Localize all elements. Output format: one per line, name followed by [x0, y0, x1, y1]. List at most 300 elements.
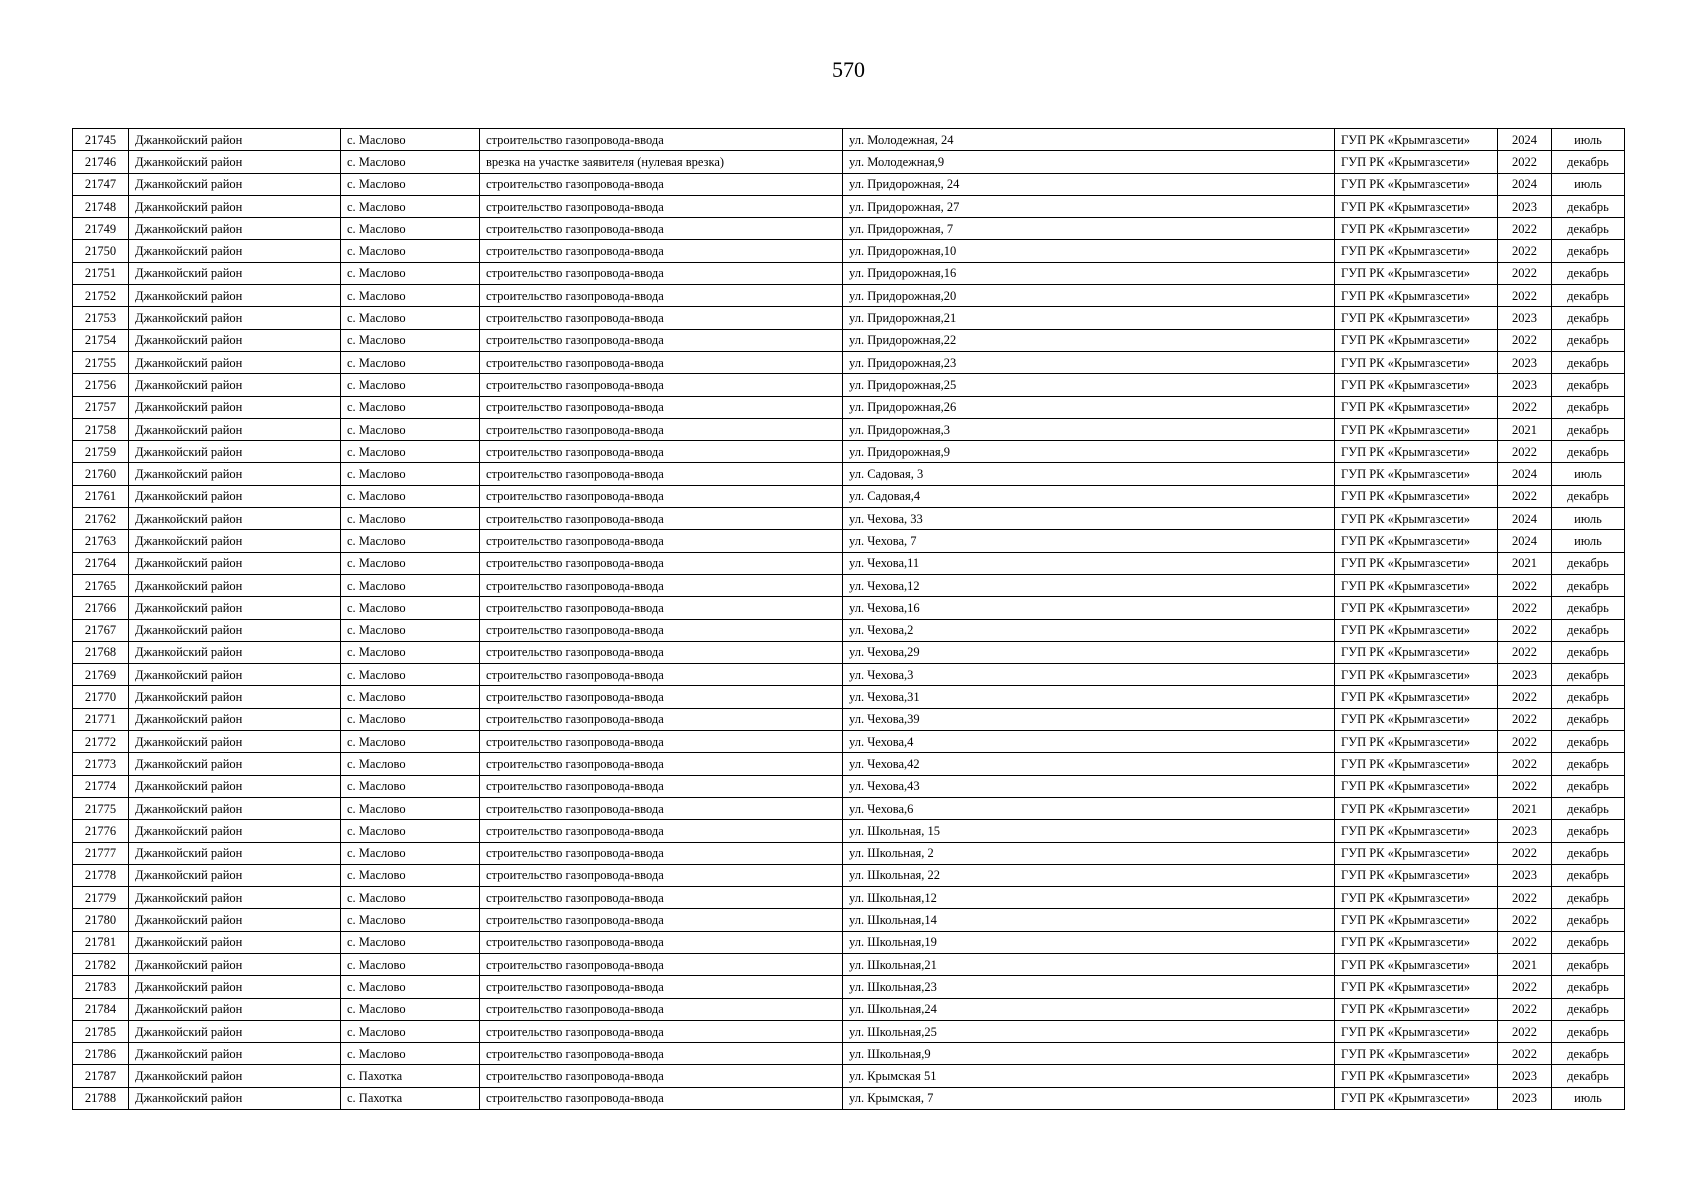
settlement-cell: с. Маслово — [341, 396, 480, 418]
work-type-cell: строительство газопровода-ввода — [480, 597, 843, 619]
row-number-cell: 21773 — [73, 753, 129, 775]
row-number-cell: 21772 — [73, 731, 129, 753]
row-number-cell: 21785 — [73, 1020, 129, 1042]
row-number-cell: 21781 — [73, 931, 129, 953]
table-row — [73, 463, 1625, 485]
row-number-cell: 21779 — [73, 887, 129, 909]
year-cell: 2021 — [1498, 418, 1552, 440]
month-cell: декабрь — [1552, 195, 1625, 217]
address-cell: ул. Крымская, 7 — [843, 1087, 1335, 1109]
address-cell: ул. Чехова,43 — [843, 775, 1335, 797]
month-cell: декабрь — [1552, 887, 1625, 909]
district-cell: Джанкойский район — [129, 842, 341, 864]
year-cell: 2023 — [1498, 351, 1552, 373]
address-cell: ул. Придорожная,22 — [843, 329, 1335, 351]
work-type-cell: строительство газопровода-ввода — [480, 731, 843, 753]
district-cell: Джанкойский район — [129, 396, 341, 418]
address-cell: ул. Садовая,4 — [843, 485, 1335, 507]
month-cell: декабрь — [1552, 864, 1625, 886]
year-cell: 2022 — [1498, 976, 1552, 998]
district-cell: Джанкойский район — [129, 374, 341, 396]
month-cell: декабрь — [1552, 664, 1625, 686]
work-type-cell: строительство газопровода-ввода — [480, 864, 843, 886]
year-cell: 2022 — [1498, 686, 1552, 708]
work-type-cell: строительство газопровода-ввода — [480, 485, 843, 507]
row-number-cell: 21765 — [73, 574, 129, 596]
row-number-cell: 21774 — [73, 775, 129, 797]
year-cell: 2022 — [1498, 731, 1552, 753]
operator-cell: ГУП РК «Крымгазсети» — [1335, 1065, 1498, 1087]
table-row — [73, 195, 1625, 217]
address-cell: ул. Школьная, 2 — [843, 842, 1335, 864]
table-row — [73, 530, 1625, 552]
operator-cell: ГУП РК «Крымгазсети» — [1335, 686, 1498, 708]
work-type-cell: строительство газопровода-ввода — [480, 463, 843, 485]
row-number-cell: 21778 — [73, 864, 129, 886]
work-type-cell: строительство газопровода-ввода — [480, 842, 843, 864]
row-number-cell: 21776 — [73, 820, 129, 842]
address-cell: ул. Придорожная,23 — [843, 351, 1335, 373]
district-cell: Джанкойский район — [129, 240, 341, 262]
operator-cell: ГУП РК «Крымгазсети» — [1335, 842, 1498, 864]
row-number-cell: 21758 — [73, 418, 129, 440]
month-cell: декабрь — [1552, 619, 1625, 641]
operator-cell: ГУП РК «Крымгазсети» — [1335, 1020, 1498, 1042]
work-type-cell: строительство газопровода-ввода — [480, 1065, 843, 1087]
settlement-cell: с. Маслово — [341, 374, 480, 396]
district-cell: Джанкойский район — [129, 218, 341, 240]
month-cell: июль — [1552, 129, 1625, 151]
table-row — [73, 129, 1625, 151]
work-type-cell: строительство газопровода-ввода — [480, 664, 843, 686]
row-number-cell: 21767 — [73, 619, 129, 641]
operator-cell: ГУП РК «Крымгазсети» — [1335, 664, 1498, 686]
month-cell: декабрь — [1552, 485, 1625, 507]
table-row — [73, 329, 1625, 351]
table-row — [73, 976, 1625, 998]
row-number-cell: 21761 — [73, 485, 129, 507]
page-number: 570 — [832, 57, 865, 82]
operator-cell: ГУП РК «Крымгазсети» — [1335, 976, 1498, 998]
address-cell: ул. Школьная,25 — [843, 1020, 1335, 1042]
operator-cell: ГУП РК «Крымгазсети» — [1335, 864, 1498, 886]
settlement-cell: с. Маслово — [341, 151, 480, 173]
table-row — [73, 953, 1625, 975]
district-cell: Джанкойский район — [129, 820, 341, 842]
address-cell: ул. Придорожная,3 — [843, 418, 1335, 440]
settlement-cell: с. Маслово — [341, 1020, 480, 1042]
month-cell: июль — [1552, 463, 1625, 485]
work-type-cell: строительство газопровода-ввода — [480, 329, 843, 351]
address-cell: ул. Чехова,39 — [843, 708, 1335, 730]
settlement-cell: с. Маслово — [341, 1043, 480, 1065]
address-cell: ул. Крымская 51 — [843, 1065, 1335, 1087]
address-cell: ул. Садовая, 3 — [843, 463, 1335, 485]
row-number-cell: 21749 — [73, 218, 129, 240]
settlement-cell: с. Маслово — [341, 931, 480, 953]
operator-cell: ГУП РК «Крымгазсети» — [1335, 953, 1498, 975]
operator-cell: ГУП РК «Крымгазсети» — [1335, 441, 1498, 463]
table-row — [73, 374, 1625, 396]
row-number-cell: 21746 — [73, 151, 129, 173]
address-cell: ул. Придорожная,16 — [843, 262, 1335, 284]
month-cell: декабрь — [1552, 641, 1625, 663]
row-number-cell: 21777 — [73, 842, 129, 864]
settlement-cell: с. Маслово — [341, 597, 480, 619]
work-type-cell: строительство газопровода-ввода — [480, 262, 843, 284]
district-cell: Джанкойский район — [129, 797, 341, 819]
table-row — [73, 1043, 1625, 1065]
work-type-cell: строительство газопровода-ввода — [480, 820, 843, 842]
settlement-cell: с. Пахотка — [341, 1087, 480, 1109]
month-cell: декабрь — [1552, 909, 1625, 931]
work-type-cell: строительство газопровода-ввода — [480, 931, 843, 953]
settlement-cell: с. Маслово — [341, 976, 480, 998]
year-cell: 2022 — [1498, 262, 1552, 284]
address-cell: ул. Чехова,11 — [843, 552, 1335, 574]
operator-cell: ГУП РК «Крымгазсети» — [1335, 374, 1498, 396]
year-cell: 2021 — [1498, 953, 1552, 975]
row-number-cell: 21769 — [73, 664, 129, 686]
operator-cell: ГУП РК «Крымгазсети» — [1335, 552, 1498, 574]
month-cell: декабрь — [1552, 151, 1625, 173]
operator-cell: ГУП РК «Крымгазсети» — [1335, 173, 1498, 195]
district-cell: Джанкойский район — [129, 686, 341, 708]
table-row — [73, 1020, 1625, 1042]
operator-cell: ГУП РК «Крымгазсети» — [1335, 307, 1498, 329]
address-cell: ул. Чехова,4 — [843, 731, 1335, 753]
year-cell: 2022 — [1498, 485, 1552, 507]
year-cell: 2022 — [1498, 842, 1552, 864]
operator-cell: ГУП РК «Крымгазсети» — [1335, 240, 1498, 262]
row-number-cell: 21763 — [73, 530, 129, 552]
table-row — [73, 418, 1625, 440]
row-number-cell: 21759 — [73, 441, 129, 463]
row-number-cell: 21770 — [73, 686, 129, 708]
work-type-cell: строительство газопровода-ввода — [480, 686, 843, 708]
operator-cell: ГУП РК «Крымгазсети» — [1335, 731, 1498, 753]
year-cell: 2022 — [1498, 218, 1552, 240]
table-row — [73, 664, 1625, 686]
work-type-cell: строительство газопровода-ввода — [480, 1043, 843, 1065]
address-cell: ул. Чехова,42 — [843, 753, 1335, 775]
table-row — [73, 218, 1625, 240]
month-cell: июль — [1552, 508, 1625, 530]
year-cell: 2024 — [1498, 173, 1552, 195]
settlement-cell: с. Маслово — [341, 173, 480, 195]
settlement-cell: с. Маслово — [341, 708, 480, 730]
table-row — [73, 686, 1625, 708]
month-cell: декабрь — [1552, 396, 1625, 418]
table-row — [73, 864, 1625, 886]
operator-cell: ГУП РК «Крымгазсети» — [1335, 1043, 1498, 1065]
month-cell: декабрь — [1552, 552, 1625, 574]
year-cell: 2022 — [1498, 909, 1552, 931]
month-cell: декабрь — [1552, 1020, 1625, 1042]
table-row — [73, 307, 1625, 329]
work-type-cell: строительство газопровода-ввода — [480, 953, 843, 975]
settlement-cell: с. Маслово — [341, 753, 480, 775]
operator-cell: ГУП РК «Крымгазсети» — [1335, 998, 1498, 1020]
row-number-cell: 21750 — [73, 240, 129, 262]
year-cell: 2022 — [1498, 1043, 1552, 1065]
district-cell: Джанкойский район — [129, 1043, 341, 1065]
settlement-cell: с. Маслово — [341, 195, 480, 217]
settlement-cell: с. Маслово — [341, 664, 480, 686]
year-cell: 2023 — [1498, 374, 1552, 396]
work-type-cell: строительство газопровода-ввода — [480, 708, 843, 730]
operator-cell: ГУП РК «Крымгазсети» — [1335, 218, 1498, 240]
year-cell: 2022 — [1498, 574, 1552, 596]
settlement-cell: с. Маслово — [341, 864, 480, 886]
district-cell: Джанкойский район — [129, 708, 341, 730]
year-cell: 2023 — [1498, 864, 1552, 886]
settlement-cell: с. Маслово — [341, 775, 480, 797]
work-type-cell: строительство газопровода-ввода — [480, 619, 843, 641]
operator-cell: ГУП РК «Крымгазсети» — [1335, 820, 1498, 842]
work-type-cell: строительство газопровода-ввода — [480, 998, 843, 1020]
district-cell: Джанкойский район — [129, 641, 341, 663]
operator-cell: ГУП РК «Крымгазсети» — [1335, 775, 1498, 797]
operator-cell: ГУП РК «Крымгазсети» — [1335, 597, 1498, 619]
work-type-cell: строительство газопровода-ввода — [480, 552, 843, 574]
year-cell: 2022 — [1498, 151, 1552, 173]
address-cell: ул. Чехова, 7 — [843, 530, 1335, 552]
table-body — [73, 129, 1625, 1110]
month-cell: декабрь — [1552, 998, 1625, 1020]
month-cell: декабрь — [1552, 753, 1625, 775]
operator-cell: ГУП РК «Крымгазсети» — [1335, 396, 1498, 418]
settlement-cell: с. Маслово — [341, 485, 480, 507]
table-row — [73, 574, 1625, 596]
month-cell: декабрь — [1552, 931, 1625, 953]
table-row — [73, 619, 1625, 641]
district-cell: Джанкойский район — [129, 1065, 341, 1087]
row-number-cell: 21780 — [73, 909, 129, 931]
district-cell: Джанкойский район — [129, 285, 341, 307]
address-cell: ул. Придорожная, 27 — [843, 195, 1335, 217]
table-row — [73, 820, 1625, 842]
address-cell: ул. Школьная,21 — [843, 953, 1335, 975]
district-cell: Джанкойский район — [129, 307, 341, 329]
table-row — [73, 731, 1625, 753]
settlement-cell: с. Маслово — [341, 731, 480, 753]
month-cell: декабрь — [1552, 307, 1625, 329]
month-cell: июль — [1552, 530, 1625, 552]
settlement-cell: с. Маслово — [341, 508, 480, 530]
month-cell: декабрь — [1552, 842, 1625, 864]
operator-cell: ГУП РК «Крымгазсети» — [1335, 285, 1498, 307]
address-cell: ул. Чехова,6 — [843, 797, 1335, 819]
month-cell: декабрь — [1552, 374, 1625, 396]
row-number-cell: 21782 — [73, 953, 129, 975]
settlement-cell: с. Маслово — [341, 441, 480, 463]
year-cell: 2022 — [1498, 396, 1552, 418]
work-type-cell: строительство газопровода-ввода — [480, 218, 843, 240]
row-number-cell: 21754 — [73, 329, 129, 351]
table-row — [73, 396, 1625, 418]
year-cell: 2024 — [1498, 530, 1552, 552]
table-row — [73, 173, 1625, 195]
district-cell: Джанкойский район — [129, 418, 341, 440]
operator-cell: ГУП РК «Крымгазсети» — [1335, 574, 1498, 596]
district-cell: Джанкойский район — [129, 530, 341, 552]
table-row — [73, 753, 1625, 775]
work-type-cell: строительство газопровода-ввода — [480, 129, 843, 151]
district-cell: Джанкойский район — [129, 976, 341, 998]
year-cell: 2022 — [1498, 931, 1552, 953]
work-type-cell: строительство газопровода-ввода — [480, 909, 843, 931]
year-cell: 2022 — [1498, 597, 1552, 619]
work-type-cell: строительство газопровода-ввода — [480, 797, 843, 819]
month-cell: декабрь — [1552, 686, 1625, 708]
year-cell: 2024 — [1498, 508, 1552, 530]
work-type-cell: строительство газопровода-ввода — [480, 285, 843, 307]
settlement-cell: с. Маслово — [341, 463, 480, 485]
month-cell: декабрь — [1552, 1043, 1625, 1065]
row-number-cell: 21788 — [73, 1087, 129, 1109]
address-cell: ул. Школьная,19 — [843, 931, 1335, 953]
table-row — [73, 351, 1625, 373]
row-number-cell: 21751 — [73, 262, 129, 284]
month-cell: декабрь — [1552, 262, 1625, 284]
settlement-cell: с. Маслово — [341, 998, 480, 1020]
operator-cell: ГУП РК «Крымгазсети» — [1335, 463, 1498, 485]
address-cell: ул. Школьная,14 — [843, 909, 1335, 931]
row-number-cell: 21747 — [73, 173, 129, 195]
district-cell: Джанкойский район — [129, 463, 341, 485]
row-number-cell: 21766 — [73, 597, 129, 619]
settlement-cell: с. Маслово — [341, 797, 480, 819]
row-number-cell: 21764 — [73, 552, 129, 574]
address-cell: ул. Чехова,12 — [843, 574, 1335, 596]
settlement-cell: с. Маслово — [341, 129, 480, 151]
address-cell: ул. Чехова,31 — [843, 686, 1335, 708]
month-cell: декабрь — [1552, 418, 1625, 440]
settlement-cell: с. Маслово — [341, 820, 480, 842]
year-cell: 2022 — [1498, 240, 1552, 262]
work-type-cell: строительство газопровода-ввода — [480, 508, 843, 530]
settlement-cell: с. Маслово — [341, 619, 480, 641]
district-cell: Джанкойский район — [129, 953, 341, 975]
address-cell: ул. Придорожная,21 — [843, 307, 1335, 329]
table-row — [73, 240, 1625, 262]
work-type-cell: строительство газопровода-ввода — [480, 976, 843, 998]
row-number-cell: 21787 — [73, 1065, 129, 1087]
address-cell: ул. Школьная, 22 — [843, 864, 1335, 886]
address-cell: ул. Школьная,23 — [843, 976, 1335, 998]
settlement-cell: с. Маслово — [341, 686, 480, 708]
work-type-cell: строительство газопровода-ввода — [480, 351, 843, 373]
district-cell: Джанкойский район — [129, 1087, 341, 1109]
work-type-cell: строительство газопровода-ввода — [480, 887, 843, 909]
operator-cell: ГУП РК «Крымгазсети» — [1335, 887, 1498, 909]
year-cell: 2022 — [1498, 775, 1552, 797]
year-cell: 2022 — [1498, 619, 1552, 641]
year-cell: 2022 — [1498, 708, 1552, 730]
district-cell: Джанкойский район — [129, 998, 341, 1020]
address-cell: ул. Молодежная,9 — [843, 151, 1335, 173]
row-number-cell: 21762 — [73, 508, 129, 530]
district-cell: Джанкойский район — [129, 1020, 341, 1042]
operator-cell: ГУП РК «Крымгазсети» — [1335, 619, 1498, 641]
table-row — [73, 262, 1625, 284]
address-cell: ул. Молодежная, 24 — [843, 129, 1335, 151]
district-cell: Джанкойский район — [129, 597, 341, 619]
settlement-cell: с. Маслово — [341, 285, 480, 307]
table-row — [73, 1065, 1625, 1087]
month-cell: декабрь — [1552, 240, 1625, 262]
address-cell: ул. Школьная,9 — [843, 1043, 1335, 1065]
month-cell: декабрь — [1552, 329, 1625, 351]
work-type-cell: строительство газопровода-ввода — [480, 753, 843, 775]
row-number-cell: 21760 — [73, 463, 129, 485]
work-type-cell: строительство газопровода-ввода — [480, 1087, 843, 1109]
operator-cell: ГУП РК «Крымгазсети» — [1335, 909, 1498, 931]
settlement-cell: с. Маслово — [341, 641, 480, 663]
settlement-cell: с. Маслово — [341, 530, 480, 552]
district-cell: Джанкойский район — [129, 329, 341, 351]
operator-cell: ГУП РК «Крымгазсети» — [1335, 351, 1498, 373]
table-row — [73, 285, 1625, 307]
address-cell: ул. Придорожная,25 — [843, 374, 1335, 396]
settlement-cell: с. Маслово — [341, 574, 480, 596]
operator-cell: ГУП РК «Крымгазсети» — [1335, 530, 1498, 552]
settlement-cell: с. Маслово — [341, 329, 480, 351]
row-number-cell: 21771 — [73, 708, 129, 730]
month-cell: декабрь — [1552, 797, 1625, 819]
address-cell: ул. Школьная, 15 — [843, 820, 1335, 842]
table-row — [73, 151, 1625, 173]
month-cell: декабрь — [1552, 441, 1625, 463]
district-cell: Джанкойский район — [129, 173, 341, 195]
month-cell: декабрь — [1552, 285, 1625, 307]
district-cell: Джанкойский район — [129, 262, 341, 284]
district-cell: Джанкойский район — [129, 619, 341, 641]
row-number-cell: 21757 — [73, 396, 129, 418]
row-number-cell: 21756 — [73, 374, 129, 396]
address-cell: ул. Придорожная,20 — [843, 285, 1335, 307]
work-type-cell: строительство газопровода-ввода — [480, 574, 843, 596]
year-cell: 2023 — [1498, 307, 1552, 329]
year-cell: 2024 — [1498, 463, 1552, 485]
year-cell: 2024 — [1498, 129, 1552, 151]
year-cell: 2023 — [1498, 1087, 1552, 1109]
year-cell: 2022 — [1498, 329, 1552, 351]
address-cell: ул. Придорожная,10 — [843, 240, 1335, 262]
work-type-cell: строительство газопровода-ввода — [480, 418, 843, 440]
address-cell: ул. Придорожная,26 — [843, 396, 1335, 418]
district-cell: Джанкойский район — [129, 151, 341, 173]
district-cell: Джанкойский район — [129, 753, 341, 775]
district-cell: Джанкойский район — [129, 129, 341, 151]
operator-cell: ГУП РК «Крымгазсети» — [1335, 195, 1498, 217]
month-cell: декабрь — [1552, 1065, 1625, 1087]
settlement-cell: с. Маслово — [341, 240, 480, 262]
table-row — [73, 508, 1625, 530]
district-cell: Джанкойский район — [129, 552, 341, 574]
operator-cell: ГУП РК «Крымгазсети» — [1335, 753, 1498, 775]
year-cell: 2022 — [1498, 1020, 1552, 1042]
month-cell: декабрь — [1552, 218, 1625, 240]
settlement-cell: с. Пахотка — [341, 1065, 480, 1087]
settlement-cell: с. Маслово — [341, 351, 480, 373]
gas-connection-table — [72, 128, 1625, 1110]
work-type-cell: строительство газопровода-ввода — [480, 240, 843, 262]
operator-cell: ГУП РК «Крымгазсети» — [1335, 641, 1498, 663]
table-row — [73, 1087, 1625, 1109]
district-cell: Джанкойский район — [129, 195, 341, 217]
